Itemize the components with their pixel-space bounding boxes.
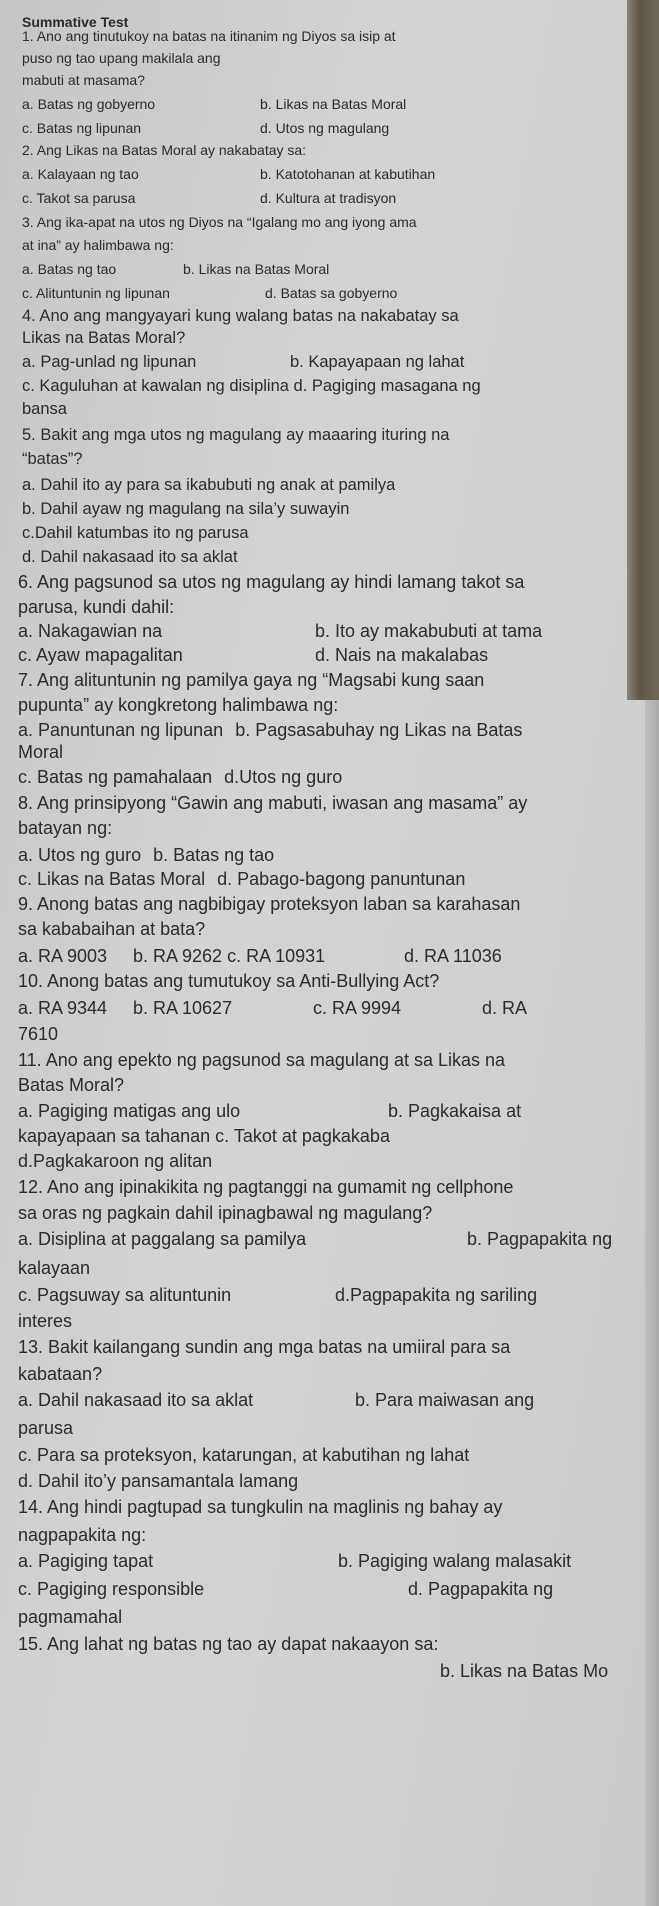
- answer-choice: c. RA 9994: [313, 998, 402, 1018]
- answer-choice: d. Pagpapakita ng: [408, 1579, 554, 1599]
- text-line: pagmamahal: [18, 1607, 123, 1627]
- answer-choice: b. Pagpapakita ng: [467, 1229, 613, 1249]
- text-line: c. Likas na Batas Moral: [18, 869, 206, 889]
- text-line: parusa, kundi dahil:: [18, 597, 175, 617]
- text-line: a. Pag-unlad ng lipunan: [22, 353, 197, 371]
- answer-choice: d. Utos ng magulang: [260, 120, 390, 136]
- text-line: puso ng tao upang makilala ang: [22, 50, 221, 66]
- text-line: at ina” ay halimbawa ng:: [22, 237, 174, 253]
- answer-choice: b. RA 9262 c. RA 10931: [133, 946, 326, 966]
- answer-choice: d. RA 11036: [404, 946, 502, 966]
- text-line: c. Batas ng pamahalaan: [18, 767, 213, 787]
- text-line: d. Dahil ito’y pansamantala lamang: [18, 1471, 299, 1491]
- text-line: 2. Ang Likas na Batas Moral ay nakabatay sa:: [22, 142, 307, 158]
- answer-choice: d. Nais na makalabas: [315, 645, 489, 665]
- text-line: 13. Bakit kailangang sundin ang mga batas na umiiral para sa: [18, 1337, 511, 1357]
- text-line: 4. Ano ang mangyayari kung walang batas na nakabatay sa: [22, 307, 459, 325]
- answer-choice: d. Pabago-bagong panuntunan: [217, 869, 466, 889]
- text-line: 8. Ang prinsipyong “Gawin ang mabuti, iwasan ang masama” ay: [18, 793, 528, 813]
- text-line: kapayapaan sa tahanan c. Takot at pagkakaba: [18, 1126, 390, 1146]
- text-line: a. Panuntunan ng lipunan: [18, 720, 224, 740]
- text-line: kabataan?: [18, 1364, 103, 1384]
- text-line: batayan ng:: [18, 818, 113, 838]
- text-line: c. Ayaw mapagalitan: [18, 645, 183, 665]
- answer-choice: d. Kultura at tradisyon: [260, 190, 397, 206]
- answer-choice: b. Pagkakaisa at: [388, 1101, 522, 1121]
- answer-choice: b. Para maiwasan ang: [355, 1390, 535, 1410]
- text-line: “batas”?: [22, 450, 83, 468]
- text-line: a. Pagiging tapat: [18, 1551, 154, 1571]
- text-line: 5. Bakit ang mga utos ng magulang ay maaaring ituring na: [22, 426, 450, 444]
- background-edge: [627, 0, 659, 700]
- answer-choice: b. Kapayapaan ng lahat: [290, 353, 465, 371]
- text-line: parusa: [18, 1418, 74, 1438]
- text-line: c. Pagiging responsible: [18, 1579, 205, 1599]
- text-line: interes: [18, 1311, 73, 1331]
- answer-choice: b. Pagsasabuhay ng Likas na Batas: [235, 720, 523, 740]
- answer-choice: b. Batas ng tao: [153, 845, 275, 865]
- paper-shadow: [645, 700, 659, 1906]
- text-line: pupunta” ay kongkretong halimbawa ng:: [18, 695, 339, 715]
- text-line: c. Alituntunin ng lipunan: [22, 285, 170, 301]
- answer-choice: d.Utos ng guro: [224, 767, 343, 787]
- text-line: a. Disiplina at paggalang sa pamilya: [18, 1229, 307, 1249]
- text-line: Likas na Batas Moral?: [22, 329, 186, 347]
- text-line: bansa: [22, 400, 67, 418]
- answer-choice: b. Likas na Batas Moral: [260, 96, 407, 112]
- text-line: 15. Ang lahat ng batas ng tao ay dapat nakaayon sa:: [18, 1634, 439, 1654]
- text-line: 1. Ano ang tinutukoy na batas na itinanim ng Diyos sa isip at: [22, 28, 396, 44]
- text-line: a. Kalayaan ng tao: [22, 166, 139, 182]
- text-line: c. Pagsuway sa alituntunin: [18, 1285, 232, 1305]
- text-line: a. Nakagawian na: [18, 621, 163, 641]
- text-line: d.Pagkakaroon ng alitan: [18, 1151, 213, 1171]
- text-line: a. Utos ng guro: [18, 845, 142, 865]
- text-line: Moral: [18, 742, 64, 762]
- text-line: 12. Ano ang ipinakikita ng pagtanggi na gumamit ng cellphone: [18, 1177, 514, 1197]
- answer-choice: b. Likas na Batas Mo: [440, 1661, 609, 1681]
- text-line: mabuti at masama?: [22, 72, 145, 88]
- text-line: 10. Anong batas ang tumutukoy sa Anti-Bullying Act?: [18, 971, 440, 991]
- text-line: 9. Anong batas ang nagbibigay proteksyon laban sa karahasan: [18, 894, 521, 914]
- text-line: a. Batas ng gobyerno: [22, 96, 156, 112]
- text-line: 6. Ang pagsunod sa utos ng magulang ay hindi lamang takot sa: [18, 572, 525, 592]
- text-line: c. Para sa proteksyon, katarungan, at kabutihan ng lahat: [18, 1445, 470, 1465]
- text-line: 3. Ang ika-apat na utos ng Diyos na “Igalang mo ang iyong ama: [22, 214, 417, 230]
- text-line: a. RA 9003: [18, 946, 108, 966]
- answer-choice: d. Batas sa gobyerno: [265, 285, 398, 301]
- text-line: a. Batas ng tao: [22, 261, 117, 277]
- text-line: sa kababaihan at bata?: [18, 919, 206, 939]
- text-line: a. Dahil ito ay para sa ikabubuti ng anak at pamilya: [22, 476, 396, 494]
- text-line: sa oras ng pagkain dahil ipinagbawal ng magulang?: [18, 1203, 433, 1223]
- text-line: nagpapakita ng:: [18, 1525, 147, 1545]
- text-line: a. Pagiging matigas ang ulo: [18, 1101, 241, 1121]
- text-line: c.Dahil katumbas ito ng parusa: [22, 524, 249, 542]
- answer-choice: b. Ito ay makabubuti at tama: [315, 621, 543, 641]
- text-line: 11. Ano ang epekto ng pagsunod sa magulang at sa Likas na: [18, 1050, 506, 1070]
- text-line: 14. Ang hindi pagtupad sa tungkulin na maglinis ng bahay ay: [18, 1497, 503, 1517]
- page-title: Summative Test: [22, 14, 129, 30]
- text-line: c. Kaguluhan at kawalan ng disiplina d. Pagiging masagana ng: [22, 377, 481, 395]
- text-line: Batas Moral?: [18, 1075, 125, 1095]
- answer-choice: b. Katotohanan at kabutihan: [260, 166, 436, 182]
- answer-choice: d.Pagpapakita ng sariling: [335, 1285, 538, 1305]
- text-line: kalayaan: [18, 1258, 91, 1278]
- answer-choice: b. Pagiging walang malasakit: [338, 1551, 572, 1571]
- answer-choice: d. RA: [482, 998, 528, 1018]
- text-line: c. Takot sa parusa: [22, 190, 136, 206]
- text-line: d. Dahil nakasaad ito sa aklat: [22, 548, 238, 566]
- text-line: a. RA 9344: [18, 998, 108, 1018]
- text-line: b. Dahil ayaw ng magulang na sila’y suwayin: [22, 500, 350, 518]
- text-line: a. Dahil nakasaad ito sa aklat: [18, 1390, 254, 1410]
- answer-choice: b. Likas na Batas Moral: [183, 261, 330, 277]
- text-line: 7. Ang alituntunin ng pamilya gaya ng “Magsabi kung saan: [18, 670, 485, 690]
- answer-choice: b. RA 10627: [133, 998, 233, 1018]
- text-line: 7610: [18, 1024, 59, 1044]
- text-line: c. Batas ng lipunan: [22, 120, 142, 136]
